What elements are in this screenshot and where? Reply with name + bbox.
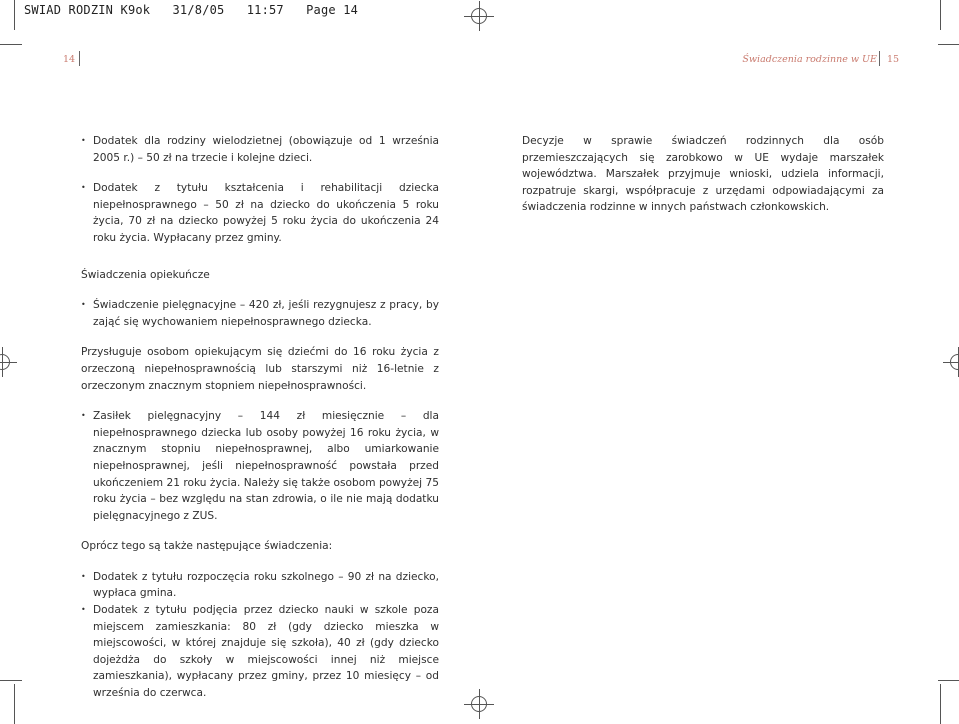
folio-divider (79, 51, 80, 66)
registration-mark-icon (0, 354, 10, 370)
crop-mark (14, 684, 15, 724)
bullet-list (81, 569, 439, 702)
print-slug: SWIAD RODZIN K9ok 31/8/05 11:57 Page 14 (24, 3, 359, 17)
crop-mark (0, 44, 22, 45)
running-head: Świadczenia rodzinne w UE (742, 54, 877, 65)
list-item: • Dodatek z tytułu rozpoczęcia roku szkolnego – 90 zł na dziecko, wypłaca gmina. (81, 569, 439, 602)
crop-mark (14, 0, 15, 30)
left-column (81, 133, 439, 716)
body-paragraph: Oprócz tego są także następujące świadczenia: (81, 540, 333, 553)
registration-mark-icon (950, 354, 959, 370)
crop-mark (940, 0, 941, 30)
crop-mark (938, 44, 959, 45)
folio-divider (879, 51, 880, 66)
list-item: • Dodatek z tytułu podjęcia przez dziecko nauki w szkole poza miejscem zamieszkania: 80 zł (gdy dziecko mieszka w miejscowości, w której znajduje się szkoła), 40 zł (gdy dziecko dojeżdża do szkoły w miejscowości innej niż miejsce zamieszkania), wypłacany przez gminy, przez 10 miesięcy – od września do czerwca. (81, 602, 439, 702)
page-number-left: 14 (63, 54, 76, 65)
crop-mark (940, 684, 941, 724)
body-paragraph: Decyzje w sprawie świadczeń rodzinnych dla osób przemieszczających się zarobkowo w UE wydaje marszałek województwa. Marszałek przyjmuje wnioski, udziela informacji, rozpatruje skargi, współpracuje z urzędami odpowiadającymi za świadczenia rodzinne w innych państwach członkowskich. (522, 135, 884, 214)
list-item: • Zasiłek pielęgnacyjny – 144 zł miesięcznie – dla niepełnosprawnego dziecka lub osoby powyżej 16 roku życia, w znacznym stopniu niepełnosprawnej, albo umiarkowanie niepełnosprawnej, jeśli niepełnosprawność powstała przed ukończeniem 21 roku życia. Należy się także osobom powyżej 75 roku życia – bez względu na stan zdrowia, o ile nie mają dodatku pielęgnacyjnego z ZUS. (81, 408, 439, 524)
page-number-right: 15 (887, 54, 900, 65)
right-column (522, 133, 884, 230)
list-item: • Dodatek dla rodziny wielodzietnej (obowiązuje od 1 września 2005 r.) – 50 zł na trzecie i kolejne dzieci. (81, 133, 439, 166)
list-item: • Świadczenie pielęgnacyjne – 420 zł, jeśli rezygnujesz z pracy, by zająć się wychowaniem niepełnosprawnego dziecka. (81, 297, 439, 330)
crop-mark (0, 680, 22, 681)
list-item: • Dodatek z tytułu kształcenia i rehabilitacji dziecka niepełnosprawnego – 50 zł na dziecko do ukończenia 5 roku życia, 70 zł na dziecko powyżej 5 roku życia do ukończenia 24 roku życia. Wypłacany przez gminy. (81, 180, 439, 246)
registration-mark-icon (471, 696, 487, 712)
bullet-list (81, 133, 439, 247)
body-paragraph: Przysługuje osobom opiekującym się dziećmi do 16 roku życia z orzeczoną niepełnosprawnością lub starszymi niż 16-letnie z orzeczonym znacznym stopniem niepełnosprawności. (81, 346, 439, 392)
registration-mark-icon (471, 8, 487, 24)
crop-mark (938, 680, 959, 681)
bullet-list (81, 408, 439, 524)
bullet-list (81, 297, 439, 330)
section-heading: Świadczenia opiekuńcze (81, 268, 210, 281)
